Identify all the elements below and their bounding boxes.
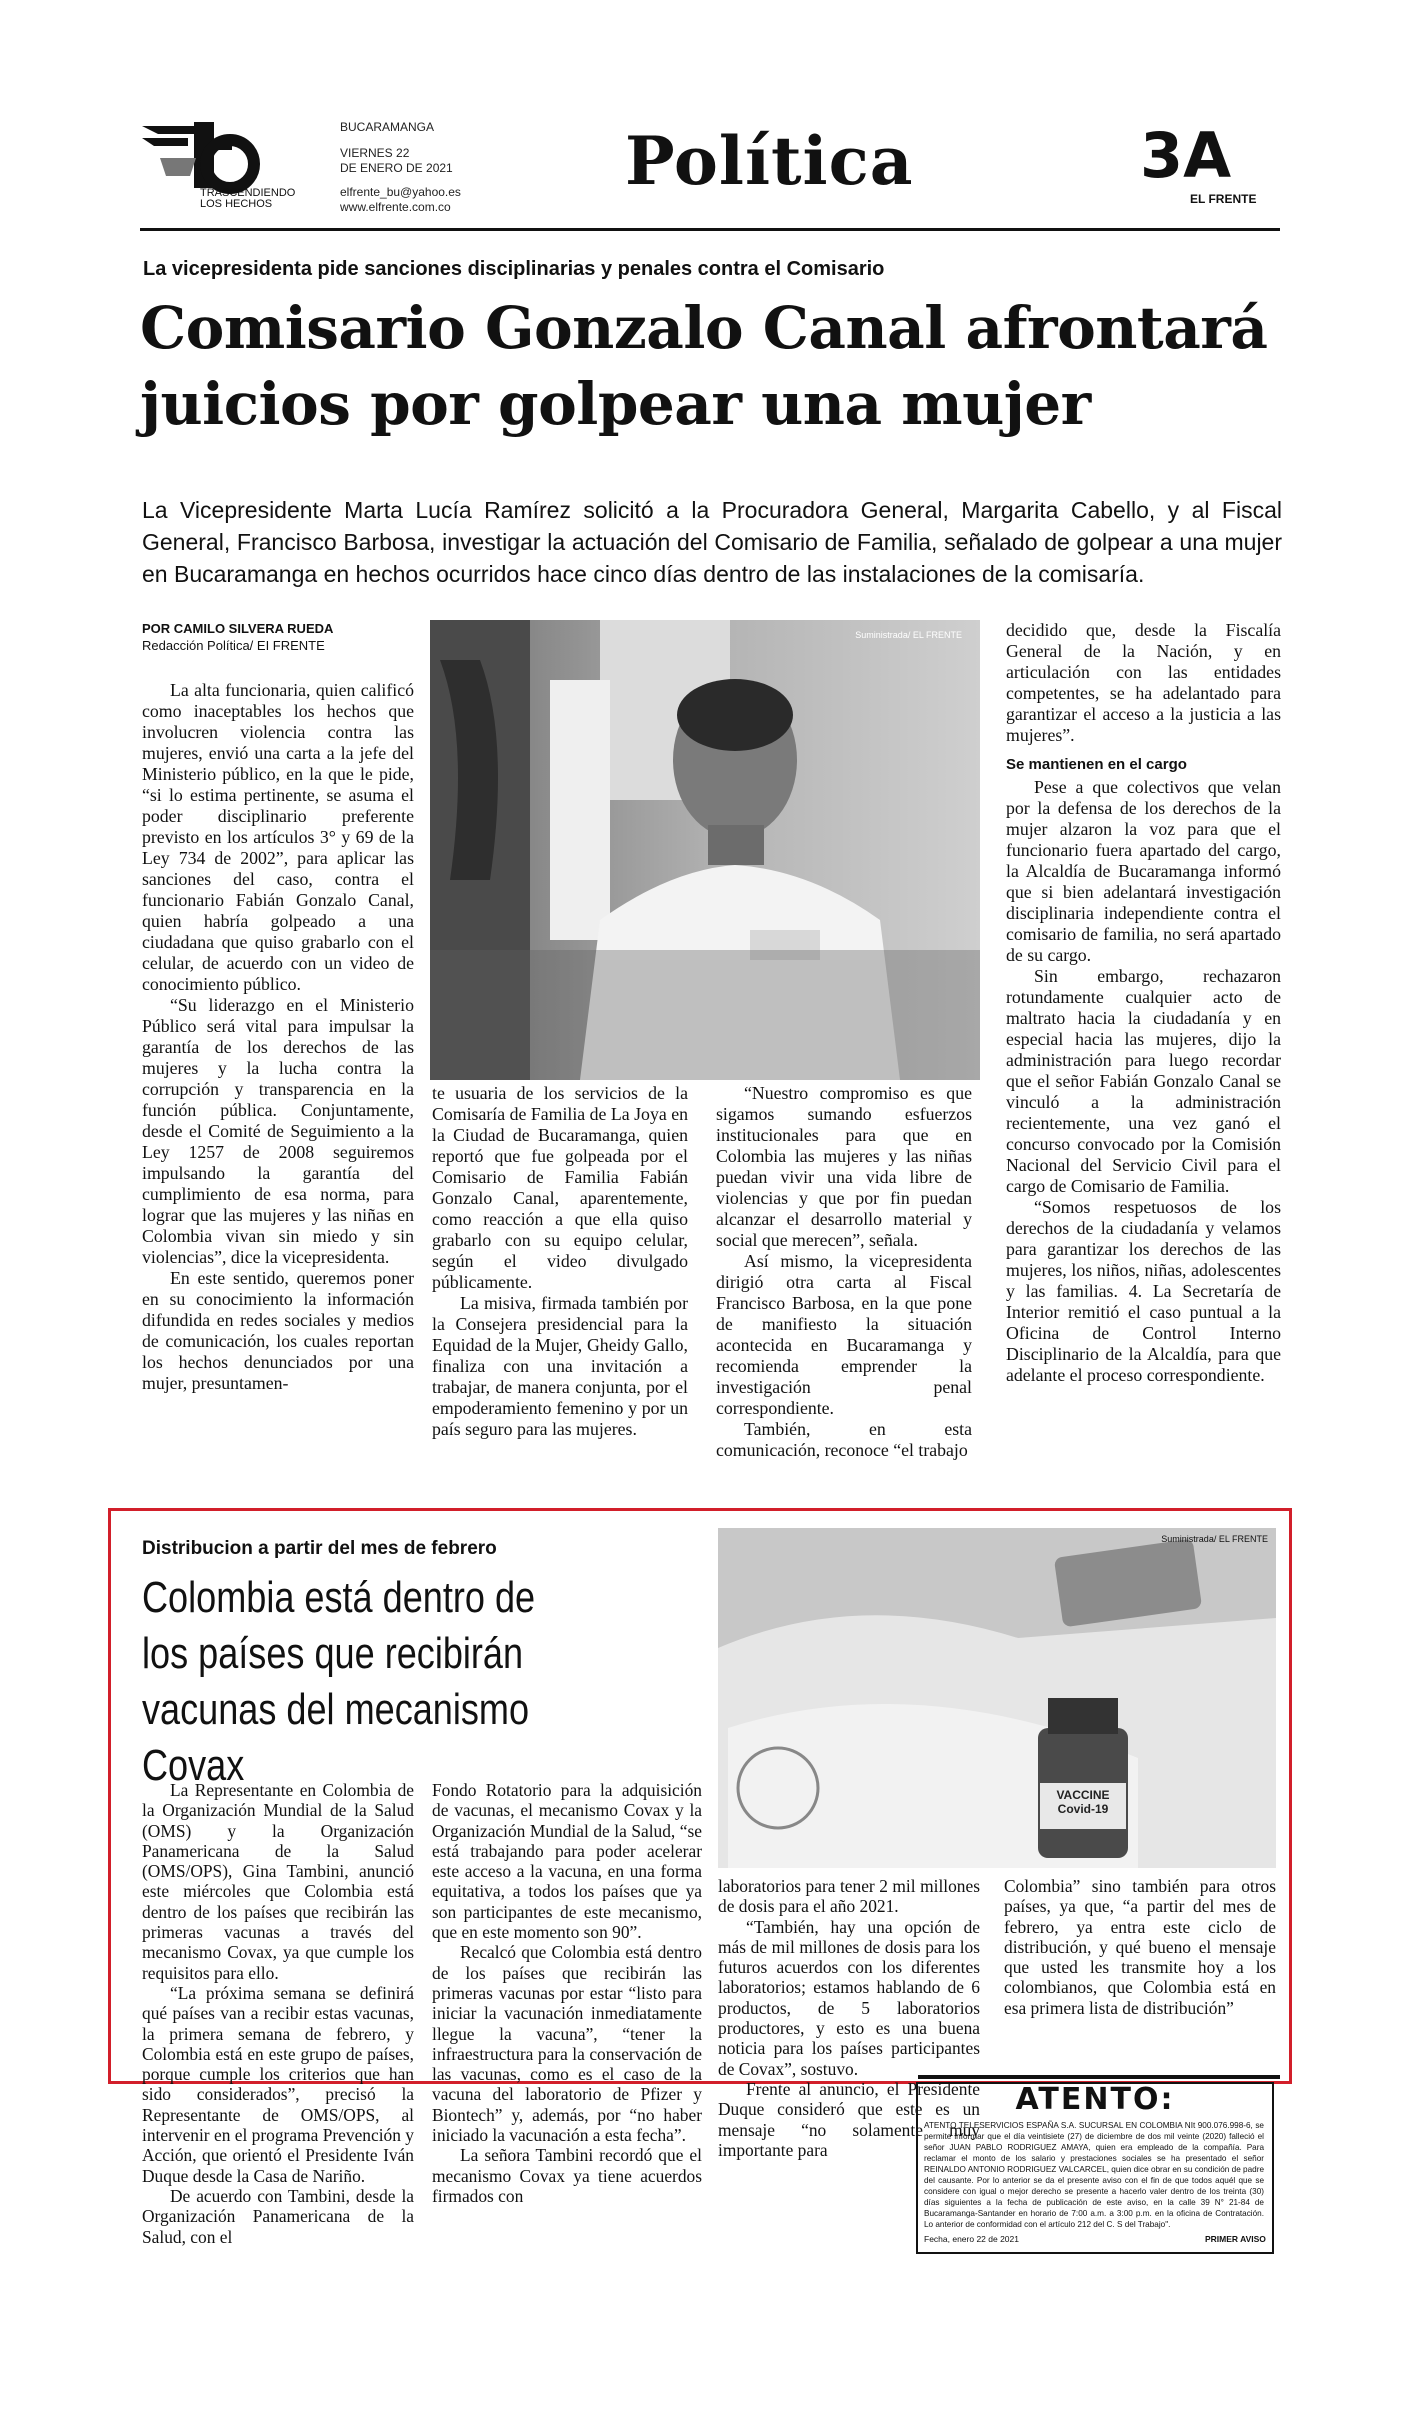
contact-website[interactable]: www.elfrente.com.co [340,200,451,214]
paragraph: decidido que, desde la Fiscalía General de la Nación, y en articulación con las entidades competentes, se ha adelantado para garantizar el acceso a la justicia a las mujeres”. [1006,620,1281,745]
byline-author: POR CAMILO SILVERA RUEDA [142,621,334,636]
atento-legal-notice [916,2060,917,2061]
paragraph: te usuaria de los servicios de la Comisaría de Familia de La Joya en la Ciudad de Bucaramanga, quien reportó que fue golpeada por el Comisario de Familia Fabián Gonzalo Canal, aparentemente, como reacción a que ella quiso grabarlo con su equipo celular, según el video divulgado públicamente. [432,1083,688,1292]
article1-byline [142,620,414,654]
paragraph: De acuerdo con Tambini, desde la Organización Panamericana de la Salud, con el [142,2185,414,2247]
paragraph: Así mismo, la vicepresidenta dirigió otra carta al Fiscal Francisco Barbosa, en la que pone de manifiesto la situación acontecida en Bucaramanga y recomienda emprender la investigación penal correspondiente. [716,1251,972,1418]
publication-name: EL FRENTE [1190,192,1257,206]
paragraph: La alta funcionaria, quien calificó como inaceptables los hechos que involucren violencia contra las mujeres, envió una carta a la jefe del Ministerio público, en la que le pide, “si lo estima pertinente, se asuma el poder disciplinario preferente previsto en los artículos 3° y 69 de la Ley 734 de 2002”, para aplicar las sanciones del caso, contra el funcionario Fabián Gonzalo Canal, quien habría golpeado a una ciudadana que quiso grabarlo con el celular, de acuerdo con un video de conocimiento público. [142,680,414,994]
notice-frame [916,2064,917,2065]
article1-subhead: Se mantienen en el cargo [1006,756,1187,773]
paragraph: La misiva, firmada también por la Consejera presidencial para la Equidad de la Mujer, Gheidy Gallo, finaliza con una invitación a trabajar, de manera conjunta, por el empoderamiento femenino y por un país seguro para las mujeres. [432,1293,688,1439]
article1-column-3 [716,1083,972,1461]
atento-notice [918,2076,919,2077]
vaccine-label: VACCINE Covid-19 [1056,1788,1110,1816]
paragraph: Frente al anuncio, el Presidente Duque consideró que este es un mensaje “no solamente muy importante para [718,2078,980,2160]
paragraph: En este sentido, queremos poner en su conocimiento la información difundida en redes sociales y medios de comunicación, los cuales reportan los hechos denunciados por una mujer, presuntamen- [142,1268,414,1393]
article2-photo [718,1528,1276,1868]
section-title: Política [625,122,914,200]
page-number: 3A [1140,119,1232,192]
ad-box [916,2068,917,2069]
atento-ad-notice-number: PRIMER AVISO [1205,2234,1266,2244]
atento-ad-date: Fecha, enero 22 de 2021 [924,2234,1019,2244]
legal-notice-box [918,2078,919,2079]
byline-desk: Redacción Política/ EI FRENTE [142,638,325,653]
article1-kicker: La vicepresidenta pide sanciones disciplinarias y penales contra el Comisario [143,258,885,280]
article1-column-4 [1006,620,1281,1386]
paragraph: Pese a que colectivos que velan por la defensa de los derechos de la mujer alzaron la voz para que el funcionario fuera apartado del cargo, la Alcaldía de Bucaramanga informó que si bien adelantará investigación disciplinaria independiente contra el comisario de familia, no será apartado de su cargo. [1006,777,1281,965]
atento-ad-box [916,2070,917,2071]
article2-kicker: Distribucion a partir del mes de febrero [142,1538,497,1559]
article1-column-1 [142,680,414,1394]
article1-lead: La Vicepresidente Marta Lucía Ramírez solicitó a la Procuradora General, Margarita Cabello, y al Fiscal General, Francisco Barbosa, investigar la actuación del Comisario de Familia, señalado de golpear a una mujer en Bucaramanga en hechos ocurridos hace cinco días dentro de las instalaciones de la comisaría. [142,497,1282,587]
dateline-date: DE ENERO DE 2021 [340,161,453,175]
legal-ad [916,2058,917,2059]
photo-credit: Suministrada/ EL FRENTE [855,630,962,640]
atento-ad [918,2072,919,2073]
atento-ad-frame [916,2074,917,2075]
article1-photo [430,620,980,1080]
ad-frame [916,2066,917,2067]
atento-ad-title: ATENTO: [1015,2082,1175,2117]
article1-headline: Comisario Gonzalo Canal afrontará juicios por golpear una mujer [140,294,1268,438]
masthead-logo [140,118,330,210]
paragraph: “También, hay una opción de más de mil millones de dosis para los futuros acuerdos con los diferentes laboratorios; estamos hablando de 6 productos, de 5 laboratorios productores, y esto es una buena noticia para los países participantes de Covax”, sostuvo. [718,1916,980,2079]
paragraph: La Representante en Colombia de la Organización Mundial de la Salud (OMS) y la Organización Panamericana de la Salud (OMS/OPS), Gina Tambini, anunció este miércoles que Colombia está dentro de los países que recibirán las primeras vacunas a través del mecanismo Covax, ya que cumple los requisitos para ello. [142,1780,414,1983]
paragraph: laboratorios para tener 2 mil millones de dosis para el año 2021. [718,1876,980,1917]
comisario-portrait-icon [430,620,980,1080]
paragraph: “Su liderazgo en el Ministerio Público será vital para impulsar la garantía de los derechos de las mujeres y la lucha contra la corrupción y transparencia en la función pública. Conjuntamente, desde el Comité de Seguimiento a la Ley 1257 de 2008 seguiremos impulsando la garantía del cumplimiento de esa norma, para lograr que las mujeres y las niñas en Colombia vivan sin miedo y sin violencias”, dice la vicepresidenta. [142,995,414,1267]
contact-email[interactable]: elfrente_bu@yahoo.es [340,185,461,199]
paragraph: También, en esta comunicación, reconoce “el trabajo [716,1419,972,1460]
dateline-day: VIERNES 22 [340,146,410,160]
dateline-city: BUCARAMANGA [340,120,435,134]
article2-column-4 [1004,1876,1276,2018]
article2-column-1 [142,1780,414,2247]
article1-column-2 [432,1083,688,1440]
vaccine-vial-icon [718,1528,1276,1868]
paragraph: La señora Tambini recordó que el mecanismo Covax ya tiene acuerdos firmados con [432,2145,702,2206]
paragraph: Colombia” sino también para otros países, ya que, “a partir del mes de febrero, ya entra este ciclo de distribución, y qué bueno el mensaje que usted les transmite hoy a los colombianos, que Colombia está en esa primera lista de distribución” [1004,1876,1276,2018]
paragraph: Fondo Rotatorio para la adquisición de vacunas, el mecanismo Covax y la Organización Mundial de la Salud, “se está trabajando para poder acelerar este acceso a la vacuna, en una forma equitativa, a todos los países que ya son participantes de este mecanismo, que en este momento son 90”. [432,1780,702,1943]
logo-tagline: TRASCENDIENDO LOS HECHOS [200,187,296,210]
header-rule [140,228,1280,231]
paragraph: Sin embargo, rechazaron rotundamente cualquier acto de maltrato hacia la ciudadanía y en especial hacia las mujeres, dijo la administración para luego recordar que el señor Fabián Gonzalo Canal se vinculó a la administración recientemente, una vez ganó el concurso convocado por la Comisión Nacional del Servicio Civil para el cargo de Comisario de Familia. [1006,966,1281,1196]
article2-headline: Colombia está dentro de los países que recibirán vacunas del mecanismo Covax [142,1573,536,1790]
notice-box [916,2062,917,2063]
paragraph: “La próxima semana se definirá qué países van a recibir estas vacunas, la primera semana de febrero, y Colombia está en este grupo de países, porque cumple los criterios que han sido considerados”, precisó la Representante de OMS/OPS, al intervenir en el programa Prevención y Acción, que orientó el Presidente Iván Duque desde la Casa de Nariño. [142,1982,414,2186]
paragraph: “Somos respetuosos de los derechos de la ciudadanía y velamos para garantizar los derechos de las mujeres, los niños, niñas, adolescentes y las familias. 4. La Secretaría de Interior remitió el caso puntual a la Oficina de Control Interno Disciplinario de la Alcaldía, para que adelante el proceso correspondiente. [1006,1197,1281,1385]
article2-column-2 [432,1780,702,2206]
paragraph: “Nuestro compromiso es que sigamos sumando esfuerzos institucionales para que en Colombia las mujeres y las niñas puedan vivir una vida libre de violencias y que por fin puedan alcanzar el desarrollo material y social que merecen”, señala. [716,1083,972,1250]
paragraph: Recalcó que Colombia está dentro de los países que recibirán las primeras vacunas por estar “listo para iniciar la vacunación inmediatamente llegue la vacuna”, “tener la infraestructura para la conservación de las vacunas, como es el caso de la vacuna del laboratorio de Pfizer y Biontech” y, además, por “no haber iniciado la vacunación a esta fecha”. [432,1942,702,2146]
atento-ad-body: ATENTO TELESERVICIOS ESPAÑA S.A. SUCURSAL EN COLOMBIA NIt 900.076.998-6, se permite informar que el día veintisiete (27) de diciembre de dos mil veinte (2020) falleció el señor JUAN PABLO RODRIGUEZ AMAYA, quien era empleado de la compañía. Para reclamar el monto de los salario y prestaciones sociales se ha presentado el señor REINALDO ANTONIO RODRIGUEZ VALCARCEL, quien dice obrar en su condición de padre del causante. Por lo anterior se da el presente aviso con el fin de que todos aquél que se considere con igual o mejor derecho se presente a hacerlo valer dentro de los treinta (30) días siguientes a la fecha de publicación de este aviso, en la calle 39 N° 21-84 de Bucaramanga-Santander en horario de 7:00 a.m. a 3:00 p.m. en la oficina de Contratación. Lo anterior de conformidad con el artículo 212 del C. S del Trabajo". [924,2121,1264,2229]
photo-credit: Suministrada/ EL FRENTE [1161,1534,1268,1544]
